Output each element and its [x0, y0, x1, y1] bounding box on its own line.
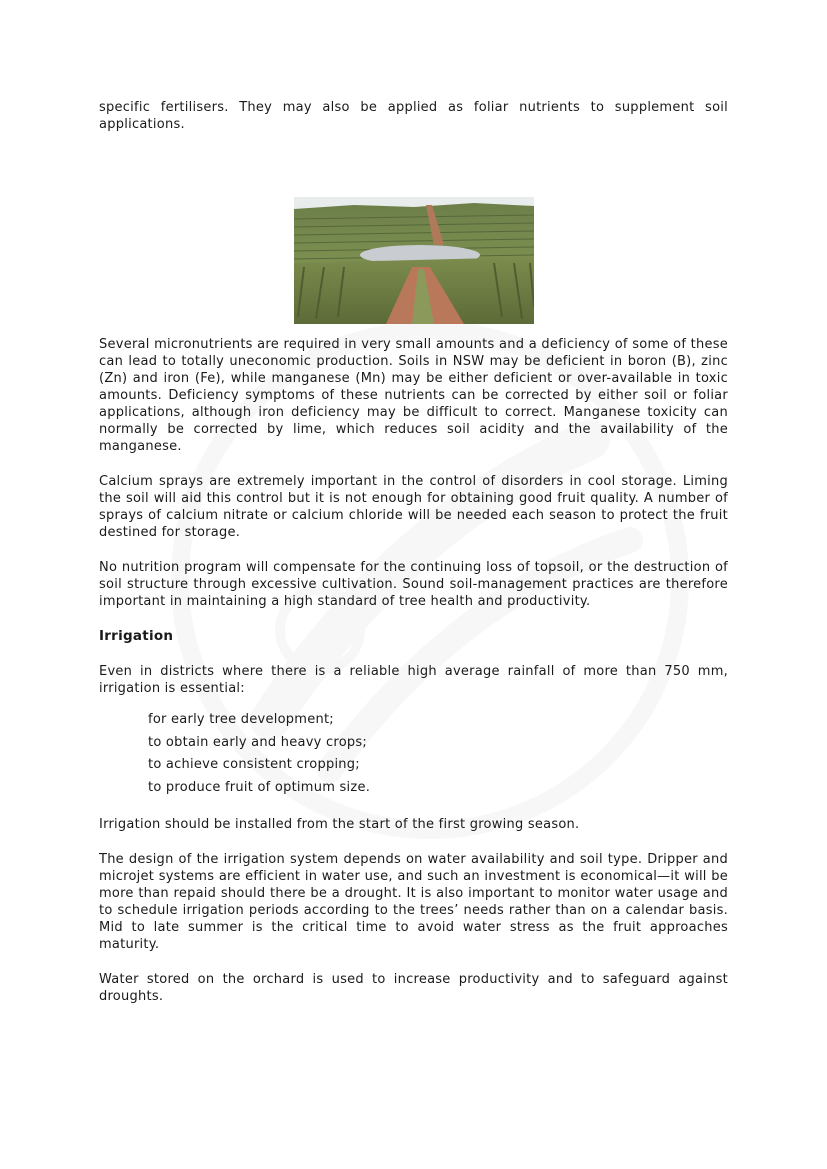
- section-heading-irrigation: Irrigation: [99, 628, 174, 644]
- list-item: for early tree development;: [148, 712, 334, 727]
- paragraph-install: Irrigation should be installed from the start of the first growing season.: [99, 817, 580, 832]
- paragraph-system-design: The design of the irrigation system depends on water availability and soil type. Dripper and microjet systems are efficient in water use, and such an investment is economical—it will be more than repaid should there be a drought. It is also important to monitor water usage and to schedule irrigation periods according to the trees’ needs rather than on a calendar basis. Mid to late summer is the critical time to avoid water stress as the fruit approaches maturity.: [99, 852, 728, 952]
- paragraph-soil-management: No nutrition program will compensate for the continuing loss of topsoil, or the destruction of soil structure through excessive cultivation. Sound soil-management practices are therefore important in maintaining a high standard of tree health and productivity.: [99, 560, 728, 609]
- paragraph-irrigation-intro: Even in districts where there is a reliable high average rainfall of more than 750 mm, irrigation is essential:: [99, 664, 728, 696]
- page-content: [99, 99, 728, 1023]
- paragraph-top: specific fertilisers. They may also be applied as foliar nutrients to supplement soil applications.: [99, 100, 728, 132]
- paragraph-calcium: Calcium sprays are extremely important in the control of disorders in cool storage. Liming the soil will aid this control but it is not enough for obtaining good fruit quality. A number of sprays of calcium nitrate or calcium chloride will be needed each season to protect the fruit destined for storage.: [99, 474, 728, 540]
- orchard-dam-photo-icon: [294, 197, 534, 324]
- list-item: to achieve consistent cropping;: [148, 757, 360, 772]
- list-item: to obtain early and heavy crops;: [148, 734, 368, 750]
- irrigation-list: [99, 709, 728, 799]
- list-item: to produce fruit of optimum size.: [148, 779, 371, 795]
- paragraph-micronutrients: Several micronutrients are required in very small amounts and a deficiency of some of these can lead to totally uneconomic production. Soils in NSW may be deficient in boron (B), zinc (Zn) and iron (Fe), while manganese (Mn) may be either deficient or over-available in toxic amounts. Deficiency symptoms of these nutrients can be corrected by either soil or foliar applications, although iron deficiency may be difficult to correct. Manganese toxicity can normally be corrected by lime, which reduces soil acidity and the availability of the manganese.: [99, 337, 728, 454]
- paragraph-water-storage: Water stored on the orchard is used to increase productivity and to safeguard against droughts.: [99, 972, 728, 1004]
